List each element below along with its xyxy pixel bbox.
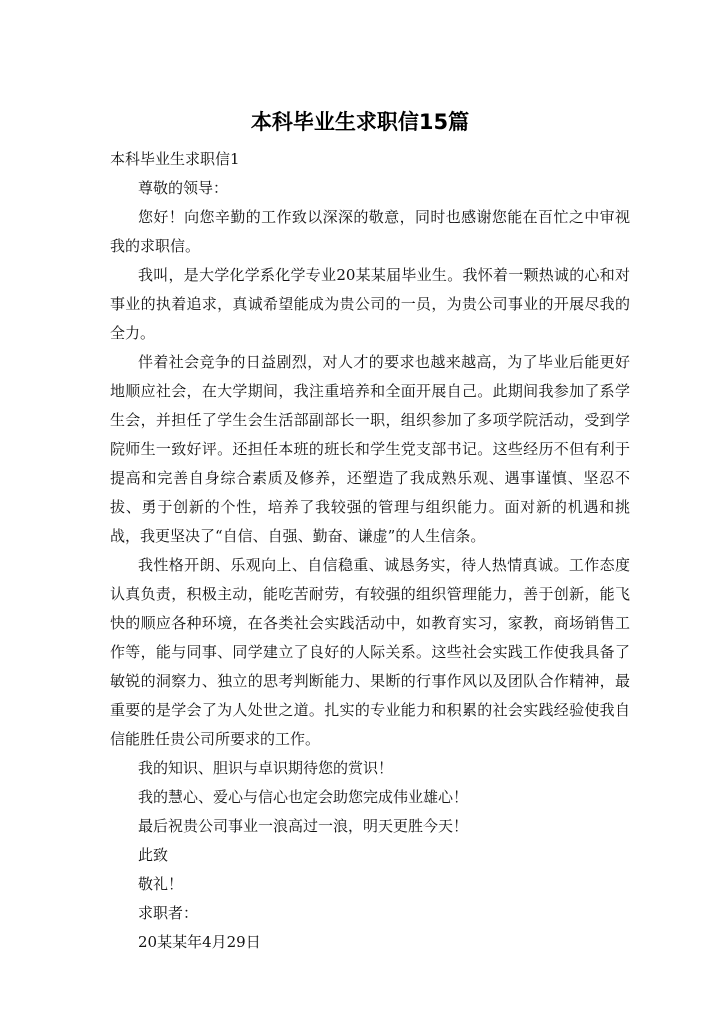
signature-label: 求职者： xyxy=(138,904,199,922)
closing-line: 我的知识、胆识与卓识期待您的赏识！ xyxy=(138,759,394,777)
closing-line: 最后祝贵公司事业一浪高过一浪，明天更胜今天！ xyxy=(138,817,469,835)
letter-date: 20某某年4月29日 xyxy=(138,933,261,951)
paragraph-personality: 我性格开朗、乐观向上、自信稳重、诚恳务实，待人热情真诚。工作态度认真负责，积极主动，能吃苦耐劳，有较强的组织管理能力，善于创新，能飞快的顺应各种环境，在各类社会实践活动中，如教育实习，家教，商场销售工作等，能与同事、同学建立了良好的人际关系。这些社会实践工作使我具备了敏锐的洞察力、独立的思考判断能力、果断的行事作风以及团队合作精神，最重要的是学会了为人处世之道。扎实的专业能力和积累的社会实践经验使我自信能胜任贵公司所要求的工作。 xyxy=(110,556,630,748)
closing-line: 我的慧心、爱心与信心也定会助您完成伟业雄心！ xyxy=(138,788,469,806)
closing-salute: 敬礼！ xyxy=(138,875,184,893)
paragraph-university-experience: 伴着社会竞争的日益剧烈，对人才的要求也越来越高，为了毕业后能更好地顺应社会，在大学期间，我注重培养和全面开展自己。此期间我参加了系学生会，并担任了学生会生活部副部长一职，组织参加了多项学院活动，受到学院师生一致好评。还担任本班的班长和学生党支部书记。这些经历不但有利于提高和完善自身综合素质及修养，还塑造了我成熟乐观、遇事谨慎、坚忍不拔、勇于创新的个性，培养了我较强的管理与组织能力。面对新的机遇和挑战，我更坚决了“自信、自强、勤奋、谦虚”的人生信条。 xyxy=(110,353,630,545)
salutation: 尊敬的领导： xyxy=(138,179,229,197)
paragraph-greeting: 您好！向您辛勤的工作致以深深的敬意，同时也感谢您能在百忙之中审视我的求职信。 xyxy=(110,208,630,255)
document-title: 本科毕业生求职信15篇 xyxy=(250,110,470,134)
letter-subtitle: 本科毕业生求职信1 xyxy=(110,150,240,168)
closing-regards: 此致 xyxy=(138,846,169,864)
letter-body xyxy=(110,145,630,957)
paragraph-introduction: 我叫，是大学化学系化学专业20某某届毕业生。我怀着一颗热诚的心和对事业的执着追求，真诚希望能成为贵公司的一员，为贵公司事业的开展尽我的全力。 xyxy=(110,266,630,342)
